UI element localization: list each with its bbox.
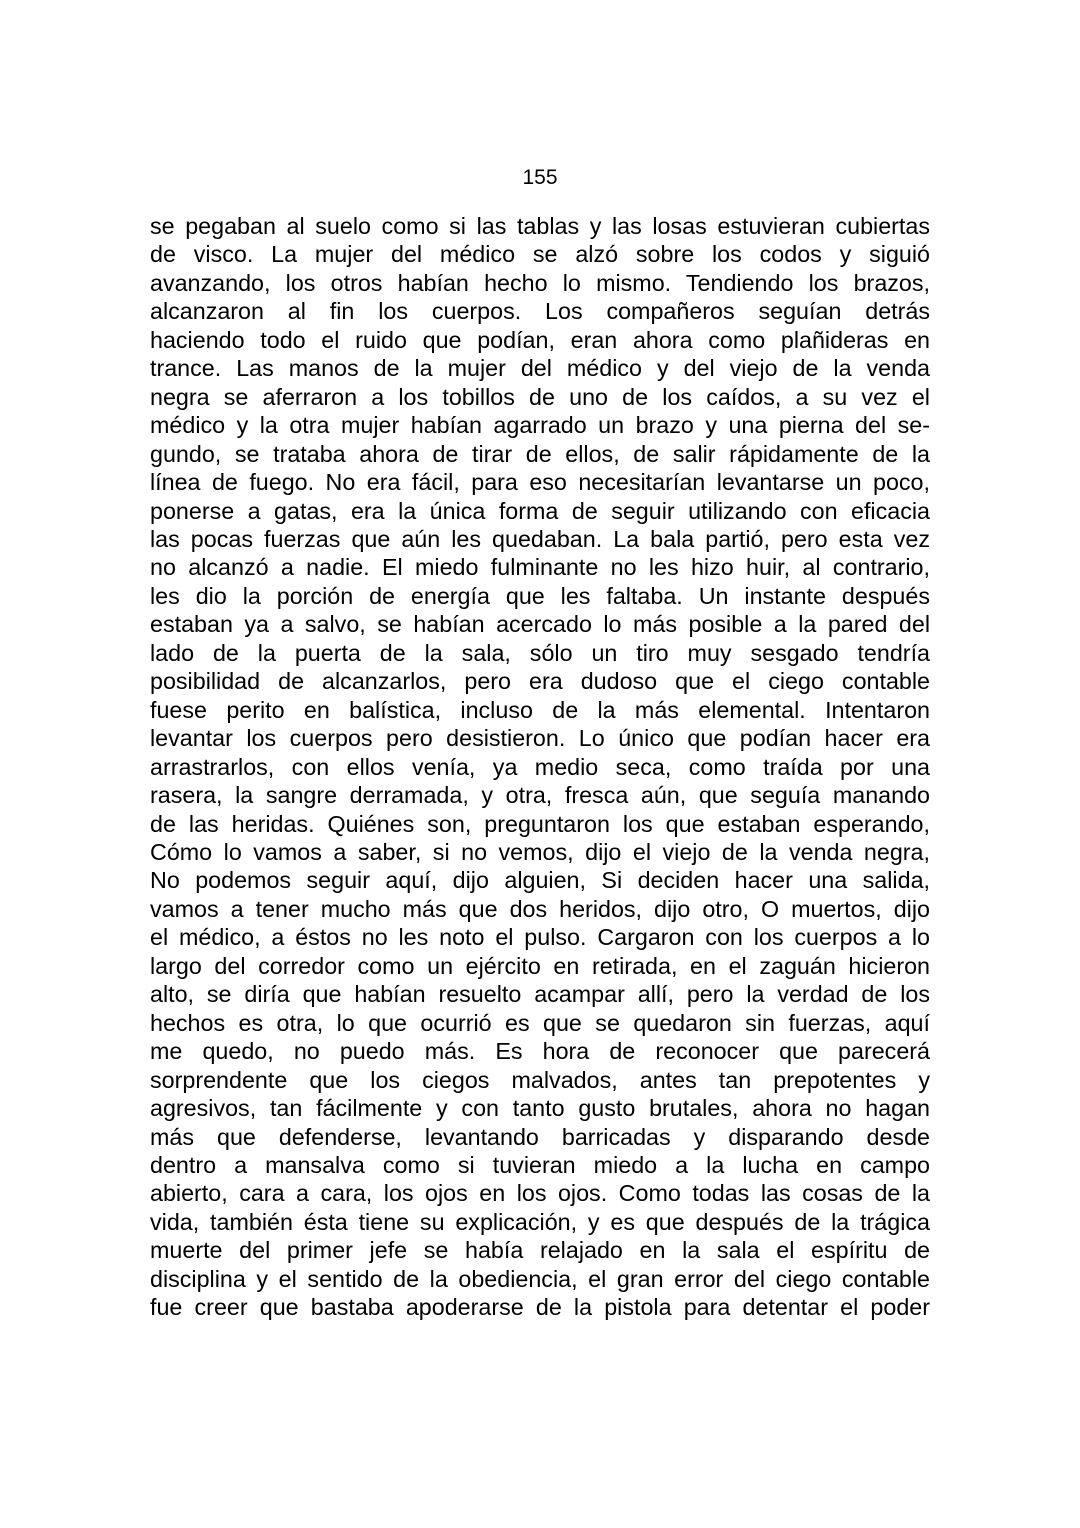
text-line: haciendo todo el ruido que podían, eran ahora como plañideras en [150,326,930,353]
text-line: no alcanzó a nadie. El miedo fulminante no les hizo huir, al contrario, [150,554,930,581]
text-line: ponerse a gatas, era la única forma de seguir utilizando con eficacia [150,497,930,524]
text-line: No podemos seguir aquí, dijo alguien, Si deciden hacer una salida, [150,867,930,894]
text-line: médico y la otra mujer habían agarrado un brazo y una pierna del se- [150,412,930,439]
text-line: Cómo lo vamos a saber, si no vemos, dijo el viejo de la venda negra, [150,838,930,865]
text-line: hechos es otra, lo que ocurrió es que se quedaron sin fuerzas, aquí [150,1009,930,1036]
text-line: largo del corredor como un ejército en retirada, en el zaguán hicieron [150,952,930,979]
text-line: les dio la porción de energía que les faltaba. Un instante después [150,582,930,609]
text-line: las pocas fuerzas que aún les quedaban. La bala partió, pero esta vez [150,525,930,552]
text-line: estaban ya a salvo, se habían acercado lo más posible a la pared del [150,611,930,638]
text-line: se pegaban al suelo como si las tablas y las losas estuvieran cubiertas [150,213,930,239]
text-line: negra se aferraron a los tobillos de uno de los caídos, a su vez el [150,383,930,410]
text-line: alcanzaron al fin los cuerpos. Los compañeros seguían detrás [150,298,930,325]
text-line: vamos a tener mucho más que dos heridos, dijo otro, O muertos, dijo [150,895,930,922]
text-line: el médico, a éstos no les noto el pulso. Cargaron con los cuerpos a lo [150,924,930,951]
text-line: rasera, la sangre derramada, y otra, fresca aún, que seguía manando [150,782,930,809]
text-line: arrastrarlos, con ellos venía, ya medio seca, como traída por una [150,753,930,780]
text-line: fue creer que bastaba apoderarse de la pistola para detentar el poder [150,1294,930,1321]
text-line: agresivos, tan fácilmente y con tanto gusto brutales, ahora no hagan [150,1095,930,1122]
text-line: trance. Las manos de la mujer del médico y del viejo de la venda [150,355,930,382]
text-line: vida, también ésta tiene su explicación, y es que después de la trágica [150,1208,930,1235]
text-line: de visco. La mujer del médico se alzó sobre los codos y siguió [150,241,930,268]
text-line: levantar los cuerpos pero desistieron. Lo único que podían hacer era [150,725,930,752]
text-line: me quedo, no puedo más. Es hora de reconocer que parecerá [150,1038,930,1065]
text-line: alto, se diría que habían resuelto acampar allí, pero la verdad de los [150,981,930,1008]
text-line: gundo, se trataba ahora de tirar de ellos, de salir rápidamente de la [150,440,930,467]
text-line: dentro a mansalva como si tuvieran miedo a la lucha en campo [150,1151,930,1178]
page-number: 155 [522,166,558,189]
body-text [150,212,930,1322]
text-line: línea de fuego. No era fácil, para eso necesitarían levantarse un poco, [150,469,930,496]
text-line: lado de la puerta de la sala, sólo un tiro muy sesgado tendría [150,639,930,666]
text-line: fuese perito en balística, incluso de la más elemental. Intentaron [150,696,930,723]
text-line: posibilidad de alcanzarlos, pero era dudoso que el ciego contable [150,668,930,695]
text-line: más que defenderse, levantando barricadas y disparando desde [150,1123,930,1150]
text-line: disciplina y el sentido de la obediencia, el gran error del ciego contable [150,1265,930,1292]
text-line: avanzando, los otros habían hecho lo mismo. Tendiendo los brazos, [150,269,930,296]
text-line: abierto, cara a cara, los ojos en los ojos. Como todas las cosas de la [150,1180,930,1207]
text-line: muerte del primer jefe se había relajado en la sala el espíritu de [150,1237,930,1264]
text-line: de las heridas. Quiénes son, preguntaron los que estaban esperando, [150,810,930,837]
text-line: sorprendente que los ciegos malvados, antes tan prepotentes y [150,1066,930,1093]
